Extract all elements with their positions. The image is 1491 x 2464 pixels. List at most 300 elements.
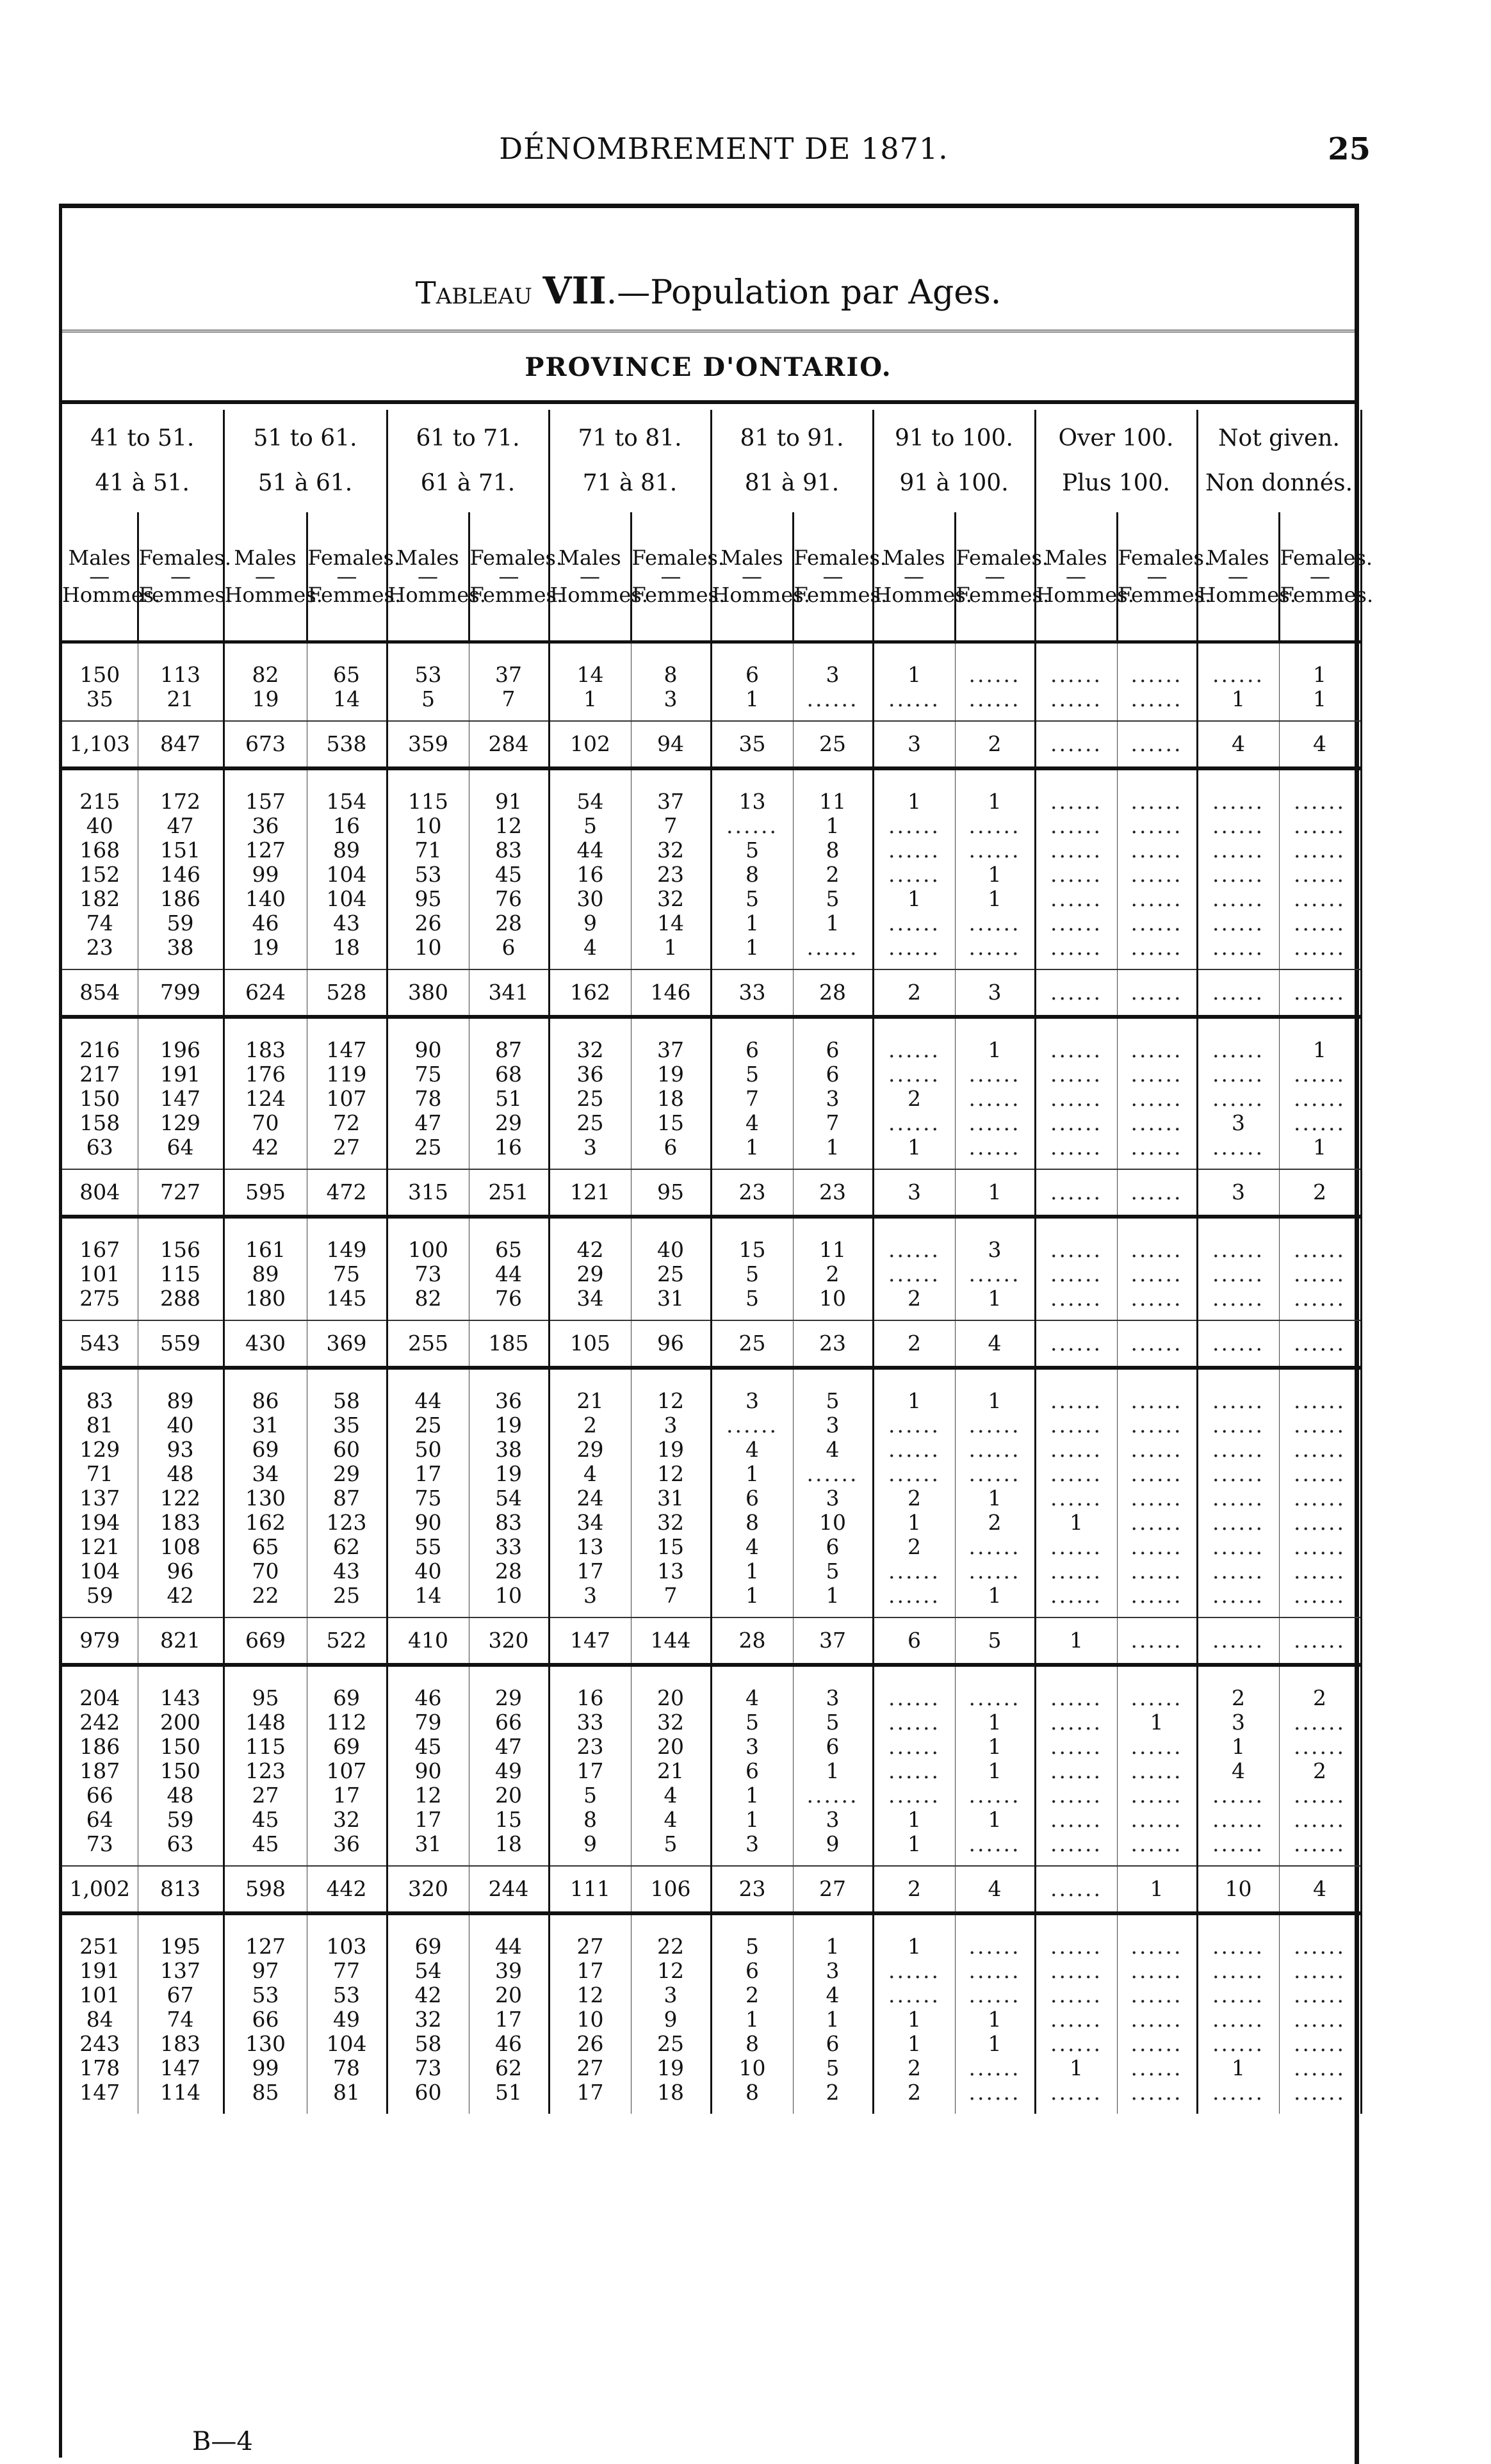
table-cell: 1 bbox=[873, 1368, 955, 1413]
table-cell: 12 bbox=[631, 1462, 711, 1486]
empty-cell: ...... bbox=[1117, 1959, 1197, 1983]
empty-cell: ...... bbox=[1035, 1217, 1117, 1262]
table-cell: 54 bbox=[469, 1486, 549, 1511]
table-cell: 2 bbox=[873, 1535, 955, 1559]
table-cell: 19 bbox=[631, 1438, 711, 1462]
empty-cell: ...... bbox=[1279, 768, 1361, 814]
females-header bbox=[138, 512, 232, 642]
table-cell: 4 bbox=[631, 1808, 711, 1832]
table-row bbox=[62, 1368, 1361, 1413]
empty-cell: ...... bbox=[1117, 1217, 1197, 1262]
total-row bbox=[62, 1617, 1361, 1665]
females-header-fr: Femmes. bbox=[1118, 583, 1212, 607]
header-dash: — bbox=[580, 564, 600, 588]
females-header bbox=[793, 512, 888, 642]
table-cell: 1 bbox=[711, 1808, 793, 1832]
table-cell: 442 bbox=[307, 1866, 387, 1913]
table-cell: 2 bbox=[1279, 1169, 1361, 1217]
table-cell: 69 bbox=[224, 1438, 307, 1462]
table-cell: 83 bbox=[469, 1511, 549, 1535]
table-cell: 53 bbox=[224, 1983, 307, 2007]
table-cell: 4 bbox=[711, 1665, 793, 1710]
empty-cell: ...... bbox=[1279, 1735, 1361, 1759]
age-group-header bbox=[1197, 410, 1361, 512]
table-row bbox=[62, 838, 1361, 863]
empty-cell: ...... bbox=[1197, 2032, 1279, 2056]
table-cell: 12 bbox=[387, 1783, 469, 1808]
table-cell: 7 bbox=[469, 687, 549, 721]
age-group-label-fr: 91 à 100. bbox=[899, 470, 1009, 496]
table-cell: 4 bbox=[549, 936, 631, 969]
header-dash: — bbox=[336, 564, 357, 588]
table-cell: 3 bbox=[793, 1413, 873, 1438]
empty-cell: ...... bbox=[873, 1759, 955, 1783]
males-header-en: Males bbox=[1045, 546, 1107, 570]
empty-cell: ...... bbox=[1197, 1438, 1279, 1462]
table-cell: 2 bbox=[1279, 1665, 1361, 1710]
empty-cell: ...... bbox=[1279, 1913, 1361, 1959]
empty-cell: ...... bbox=[1117, 687, 1197, 721]
table-cell: 90 bbox=[387, 1017, 469, 1062]
empty-cell: ...... bbox=[1197, 1913, 1279, 1959]
table-cell: 17 bbox=[549, 1759, 631, 1783]
table-cell: 3 bbox=[1197, 1710, 1279, 1735]
table-cell: 8 bbox=[711, 2080, 793, 2114]
province-rule bbox=[62, 400, 1355, 404]
table-cell: 65 bbox=[469, 1217, 549, 1262]
table-cell: 5 bbox=[711, 1286, 793, 1320]
table-cell: 51 bbox=[469, 1087, 549, 1111]
table-row bbox=[62, 2056, 1361, 2080]
table-cell: 27 bbox=[793, 1866, 873, 1913]
table-cell: 29 bbox=[307, 1462, 387, 1486]
table-cell: 40 bbox=[138, 1413, 224, 1438]
table-cell: 528 bbox=[307, 969, 387, 1017]
table-cell: 2 bbox=[873, 1087, 955, 1111]
table-cell: 1 bbox=[955, 887, 1035, 911]
table-cell: 14 bbox=[549, 642, 631, 688]
page-header bbox=[77, 131, 1371, 182]
males-header-en: Males bbox=[1207, 546, 1269, 570]
table-cell: 2 bbox=[873, 1486, 955, 1511]
empty-cell: ...... bbox=[1035, 838, 1117, 863]
table-cell: 341 bbox=[469, 969, 549, 1017]
empty-cell: ...... bbox=[873, 1413, 955, 1438]
table-cell: 1 bbox=[1035, 2056, 1117, 2080]
table-cell: 19 bbox=[224, 936, 307, 969]
table-cell: 13 bbox=[711, 768, 793, 814]
table-cell: 148 bbox=[224, 1710, 307, 1735]
empty-cell: ...... bbox=[1035, 1710, 1117, 1735]
table-cell: 5 bbox=[631, 1832, 711, 1866]
table-cell: 1 bbox=[955, 1486, 1035, 1511]
table-cell: 129 bbox=[62, 1438, 138, 1462]
empty-cell: ...... bbox=[1035, 687, 1117, 721]
empty-cell: ...... bbox=[1035, 911, 1117, 936]
table-cell: 32 bbox=[387, 2007, 469, 2032]
table-cell: 172 bbox=[138, 768, 224, 814]
empty-cell: ...... bbox=[1117, 1808, 1197, 1832]
empty-cell: ...... bbox=[955, 838, 1035, 863]
empty-cell: ...... bbox=[793, 1783, 873, 1808]
table-cell: 1 bbox=[793, 1135, 873, 1169]
table-cell: 5 bbox=[955, 1617, 1035, 1665]
empty-cell: ...... bbox=[1035, 863, 1117, 887]
empty-cell: ...... bbox=[1035, 1913, 1117, 1959]
table-cell: 76 bbox=[469, 887, 549, 911]
empty-cell: ...... bbox=[1117, 1368, 1197, 1413]
table-cell: 146 bbox=[138, 863, 224, 887]
table-cell: 84 bbox=[62, 2007, 138, 2032]
table-cell: 1 bbox=[711, 911, 793, 936]
table-cell: 2 bbox=[793, 1262, 873, 1286]
table-cell: 23 bbox=[711, 1169, 793, 1217]
table-cell: 4 bbox=[549, 1462, 631, 1486]
table-cell: 19 bbox=[631, 1062, 711, 1087]
table-cell: 44 bbox=[469, 1913, 549, 1959]
table-cell: 49 bbox=[469, 1759, 549, 1783]
table-cell: 2 bbox=[793, 863, 873, 887]
table-cell: 1 bbox=[955, 863, 1035, 887]
table-cell: 38 bbox=[138, 936, 224, 969]
table-cell: 1 bbox=[793, 1913, 873, 1959]
table-cell: 68 bbox=[469, 1062, 549, 1087]
table-cell: 8 bbox=[793, 838, 873, 863]
table-cell: 8 bbox=[549, 1808, 631, 1832]
table-cell: 3 bbox=[711, 1368, 793, 1413]
empty-cell: ...... bbox=[1035, 1983, 1117, 2007]
table-cell: 1 bbox=[955, 1710, 1035, 1735]
table-cell: 114 bbox=[138, 2080, 224, 2114]
table-cell: 55 bbox=[387, 1535, 469, 1559]
header-dash: — bbox=[984, 564, 1006, 588]
empty-cell: ...... bbox=[1197, 1017, 1279, 1062]
table-cell: 12 bbox=[631, 1368, 711, 1413]
table-cell: 1 bbox=[1279, 687, 1361, 721]
table-cell: 82 bbox=[387, 1286, 469, 1320]
table-cell: 124 bbox=[224, 1087, 307, 1111]
table-cell: 6 bbox=[793, 1062, 873, 1087]
table-cell: 6 bbox=[873, 1617, 955, 1665]
table-cell: 47 bbox=[469, 1735, 549, 1759]
table-row bbox=[62, 2007, 1361, 2032]
empty-cell: ...... bbox=[1117, 1135, 1197, 1169]
table-cell: 35 bbox=[711, 721, 793, 768]
table-cell: 1 bbox=[1035, 1511, 1117, 1535]
table-cell: 154 bbox=[307, 768, 387, 814]
age-group-label-en: Not given. bbox=[1218, 425, 1340, 451]
table-cell: 111 bbox=[549, 1866, 631, 1913]
empty-cell: ...... bbox=[955, 1913, 1035, 1959]
table-cell: 87 bbox=[469, 1017, 549, 1062]
empty-cell: ...... bbox=[955, 1665, 1035, 1710]
running-title: DÉNOMBREMENT DE 1871. bbox=[499, 131, 949, 166]
table-cell: 87 bbox=[307, 1486, 387, 1511]
table-cell: 1 bbox=[955, 1735, 1035, 1759]
empty-cell: ...... bbox=[1197, 1062, 1279, 1087]
empty-cell: ...... bbox=[955, 936, 1035, 969]
header-dash: — bbox=[904, 564, 924, 588]
males-header bbox=[62, 512, 161, 642]
table-cell: 63 bbox=[138, 1832, 224, 1866]
table-cell: 66 bbox=[224, 2007, 307, 2032]
table-cell: 102 bbox=[549, 721, 631, 768]
empty-cell: ...... bbox=[873, 1262, 955, 1286]
table-cell: 90 bbox=[387, 1759, 469, 1783]
table-cell: 54 bbox=[549, 768, 631, 814]
table-row bbox=[62, 1087, 1361, 1111]
empty-cell: ...... bbox=[1279, 1111, 1361, 1135]
table-cell: 6 bbox=[469, 936, 549, 969]
table-cell: 10 bbox=[387, 814, 469, 838]
empty-cell: ...... bbox=[1279, 2007, 1361, 2032]
table-cell: 35 bbox=[307, 1413, 387, 1438]
males-header-fr: Hommes. bbox=[224, 583, 323, 607]
table-cell: 4 bbox=[955, 1320, 1035, 1368]
table-cell: 9 bbox=[631, 2007, 711, 2032]
table-cell: 104 bbox=[307, 2032, 387, 2056]
empty-cell: ...... bbox=[1117, 1535, 1197, 1559]
header-dash: — bbox=[660, 564, 681, 588]
table-cell: 104 bbox=[62, 1559, 138, 1584]
table-cell: 17 bbox=[307, 1783, 387, 1808]
table-cell: 59 bbox=[138, 1808, 224, 1832]
table-cell: 5 bbox=[711, 1913, 793, 1959]
population-by-age-table bbox=[62, 410, 1374, 2114]
table-cell: 3 bbox=[631, 687, 711, 721]
empty-cell: ...... bbox=[1117, 969, 1197, 1017]
empty-cell: ...... bbox=[1279, 887, 1361, 911]
table-cell: 180 bbox=[224, 1286, 307, 1320]
table-cell: 146 bbox=[631, 969, 711, 1017]
females-header bbox=[631, 512, 726, 642]
table-cell: 60 bbox=[387, 2080, 469, 2114]
table-row bbox=[62, 642, 1361, 688]
table-cell: 86 bbox=[224, 1368, 307, 1413]
females-header-fr: Femmes. bbox=[956, 583, 1050, 607]
table-cell: 979 bbox=[62, 1617, 138, 1665]
table-title-rest: .—Population par Ages. bbox=[606, 273, 1002, 312]
table-cell: 112 bbox=[307, 1710, 387, 1735]
table-row bbox=[62, 1710, 1361, 1735]
table-cell: 78 bbox=[307, 2056, 387, 2080]
table-row bbox=[62, 1559, 1361, 1584]
table-cell: 36 bbox=[469, 1368, 549, 1413]
table-cell: 67 bbox=[138, 1983, 224, 2007]
table-cell: 34 bbox=[549, 1511, 631, 1535]
table-cell: 12 bbox=[549, 1983, 631, 2007]
empty-cell: ...... bbox=[1035, 1832, 1117, 1866]
table-cell: 17 bbox=[549, 1559, 631, 1584]
table-cell: 31 bbox=[224, 1413, 307, 1438]
table-row bbox=[62, 1913, 1361, 1959]
empty-cell: ...... bbox=[873, 1062, 955, 1087]
empty-cell: ...... bbox=[1035, 814, 1117, 838]
table-cell: 255 bbox=[387, 1320, 469, 1368]
header-dash: — bbox=[1228, 564, 1248, 588]
table-cell: 538 bbox=[307, 721, 387, 768]
empty-cell: ...... bbox=[1035, 1017, 1117, 1062]
table-cell: 105 bbox=[549, 1320, 631, 1368]
table-cell: 70 bbox=[224, 1111, 307, 1135]
table-cell: 82 bbox=[224, 642, 307, 688]
table-cell: 27 bbox=[224, 1783, 307, 1808]
province-heading: PROVINCE D'ONTARIO. bbox=[525, 352, 892, 382]
empty-cell: ...... bbox=[1117, 1759, 1197, 1783]
age-group-header bbox=[224, 410, 387, 512]
empty-cell: ...... bbox=[873, 1217, 955, 1262]
table-cell: 119 bbox=[307, 1062, 387, 1087]
table-cell: 18 bbox=[307, 936, 387, 969]
table-cell: 115 bbox=[387, 768, 469, 814]
table-cell: 18 bbox=[631, 1087, 711, 1111]
table-cell: 107 bbox=[307, 1087, 387, 1111]
empty-cell: ...... bbox=[1117, 1262, 1197, 1286]
table-cell: 799 bbox=[138, 969, 224, 1017]
table-cell: 42 bbox=[138, 1584, 224, 1617]
table-cell: 95 bbox=[224, 1665, 307, 1710]
table-cell: 37 bbox=[631, 768, 711, 814]
table-cell: 4 bbox=[955, 1866, 1035, 1913]
age-group-label-fr: 51 à 61. bbox=[257, 470, 353, 496]
table-cell: 73 bbox=[387, 1262, 469, 1286]
empty-cell: ...... bbox=[1197, 1462, 1279, 1486]
table-cell: 25 bbox=[387, 1413, 469, 1438]
table-cell: 99 bbox=[224, 2056, 307, 2080]
table-cell: 19 bbox=[469, 1413, 549, 1438]
table-cell: 32 bbox=[631, 887, 711, 911]
table-cell: 14 bbox=[307, 687, 387, 721]
table-cell: 101 bbox=[62, 1262, 138, 1286]
empty-cell: ...... bbox=[1117, 768, 1197, 814]
table-cell: 44 bbox=[387, 1368, 469, 1413]
empty-cell: ...... bbox=[1197, 1217, 1279, 1262]
table-cell: 103 bbox=[307, 1913, 387, 1959]
table-row bbox=[62, 1735, 1361, 1759]
table-cell: 2 bbox=[873, 1286, 955, 1320]
table-cell: 6 bbox=[793, 1735, 873, 1759]
empty-cell: ...... bbox=[1117, 721, 1197, 768]
empty-cell: ...... bbox=[1279, 911, 1361, 936]
table-cell: 129 bbox=[138, 1111, 224, 1135]
table-row bbox=[62, 1217, 1361, 1262]
empty-cell: ...... bbox=[873, 863, 955, 887]
table-cell: 2 bbox=[873, 969, 955, 1017]
empty-cell: ...... bbox=[1117, 1559, 1197, 1584]
table-cell: 4 bbox=[1279, 721, 1361, 768]
table-cell: 62 bbox=[469, 2056, 549, 2080]
table-cell: 1 bbox=[955, 1368, 1035, 1413]
total-row bbox=[62, 1866, 1361, 1913]
table-cell: 196 bbox=[138, 1017, 224, 1062]
signature-mark: B—4 bbox=[192, 2427, 253, 2456]
table-cell: 3 bbox=[955, 969, 1035, 1017]
table-cell: 10 bbox=[387, 936, 469, 969]
table-cell: 71 bbox=[62, 1462, 138, 1486]
table-cell: 32 bbox=[549, 1017, 631, 1062]
table-cell: 3 bbox=[549, 1135, 631, 1169]
empty-cell: ...... bbox=[1117, 1320, 1197, 1368]
empty-cell: ...... bbox=[793, 687, 873, 721]
table-row bbox=[62, 1413, 1361, 1438]
table-cell: 1 bbox=[955, 1759, 1035, 1783]
empty-cell: ...... bbox=[955, 1959, 1035, 1983]
empty-cell: ...... bbox=[711, 1413, 793, 1438]
table-cell: 16 bbox=[469, 1135, 549, 1169]
table-cell: 669 bbox=[224, 1617, 307, 1665]
age-group-label-fr: 71 à 81. bbox=[582, 470, 678, 496]
empty-cell: ...... bbox=[1197, 1286, 1279, 1320]
table-cell: 19 bbox=[224, 687, 307, 721]
table-cell: 32 bbox=[307, 1808, 387, 1832]
table-cell: 35 bbox=[62, 687, 138, 721]
table-cell: 149 bbox=[307, 1217, 387, 1262]
table-cell: 251 bbox=[62, 1913, 138, 1959]
table-cell: 59 bbox=[138, 911, 224, 936]
empty-cell: ...... bbox=[1035, 1262, 1117, 1286]
table-cell: 1 bbox=[873, 887, 955, 911]
empty-cell: ...... bbox=[1035, 1413, 1117, 1438]
table-cell: 27 bbox=[549, 2056, 631, 2080]
empty-cell: ...... bbox=[793, 936, 873, 969]
table-cell: 183 bbox=[138, 2032, 224, 2056]
table-row bbox=[62, 814, 1361, 838]
empty-cell: ...... bbox=[1279, 1438, 1361, 1462]
table-row bbox=[62, 1665, 1361, 1710]
table-cell: 186 bbox=[138, 887, 224, 911]
header-dash: — bbox=[742, 564, 762, 588]
table-cell: 36 bbox=[307, 1832, 387, 1866]
empty-cell: ...... bbox=[1035, 1286, 1117, 1320]
table-cell: 58 bbox=[307, 1368, 387, 1413]
empty-cell: ...... bbox=[1279, 1087, 1361, 1111]
empty-cell: ...... bbox=[1117, 1286, 1197, 1320]
table-cell: 284 bbox=[469, 721, 549, 768]
table-cell: 1 bbox=[1279, 1135, 1361, 1169]
table-cell: 8 bbox=[711, 1511, 793, 1535]
empty-cell: ...... bbox=[955, 1783, 1035, 1808]
page-number: 25 bbox=[1328, 131, 1371, 167]
empty-cell: ...... bbox=[1117, 642, 1197, 688]
table-cell: 3 bbox=[631, 1983, 711, 2007]
empty-cell: ...... bbox=[1197, 1087, 1279, 1111]
table-cell: 65 bbox=[224, 1535, 307, 1559]
total-row bbox=[62, 1320, 1361, 1368]
females-header bbox=[1279, 512, 1374, 642]
table-cell: 1,103 bbox=[62, 721, 138, 768]
table-cell: 47 bbox=[387, 1111, 469, 1135]
males-header bbox=[1197, 512, 1296, 642]
age-group-header bbox=[549, 410, 711, 512]
table-cell: 81 bbox=[62, 1413, 138, 1438]
empty-cell: ...... bbox=[1117, 1486, 1197, 1511]
table-cell: 15 bbox=[631, 1535, 711, 1559]
females-header-fr: Femmes. bbox=[469, 583, 564, 607]
age-group-label-fr: 41 à 51. bbox=[95, 470, 190, 496]
table-row bbox=[62, 1135, 1361, 1169]
empty-cell: ...... bbox=[1279, 936, 1361, 969]
table-cell: 75 bbox=[387, 1062, 469, 1087]
table-cell: 36 bbox=[549, 1062, 631, 1087]
males-header bbox=[1035, 512, 1134, 642]
table-cell: 113 bbox=[138, 642, 224, 688]
table-cell: 3 bbox=[873, 721, 955, 768]
table-cell: 6 bbox=[711, 1486, 793, 1511]
table-cell: 123 bbox=[224, 1759, 307, 1783]
table-cell: 93 bbox=[138, 1438, 224, 1462]
empty-cell: ...... bbox=[1197, 1617, 1279, 1665]
table-cell: 162 bbox=[224, 1511, 307, 1535]
